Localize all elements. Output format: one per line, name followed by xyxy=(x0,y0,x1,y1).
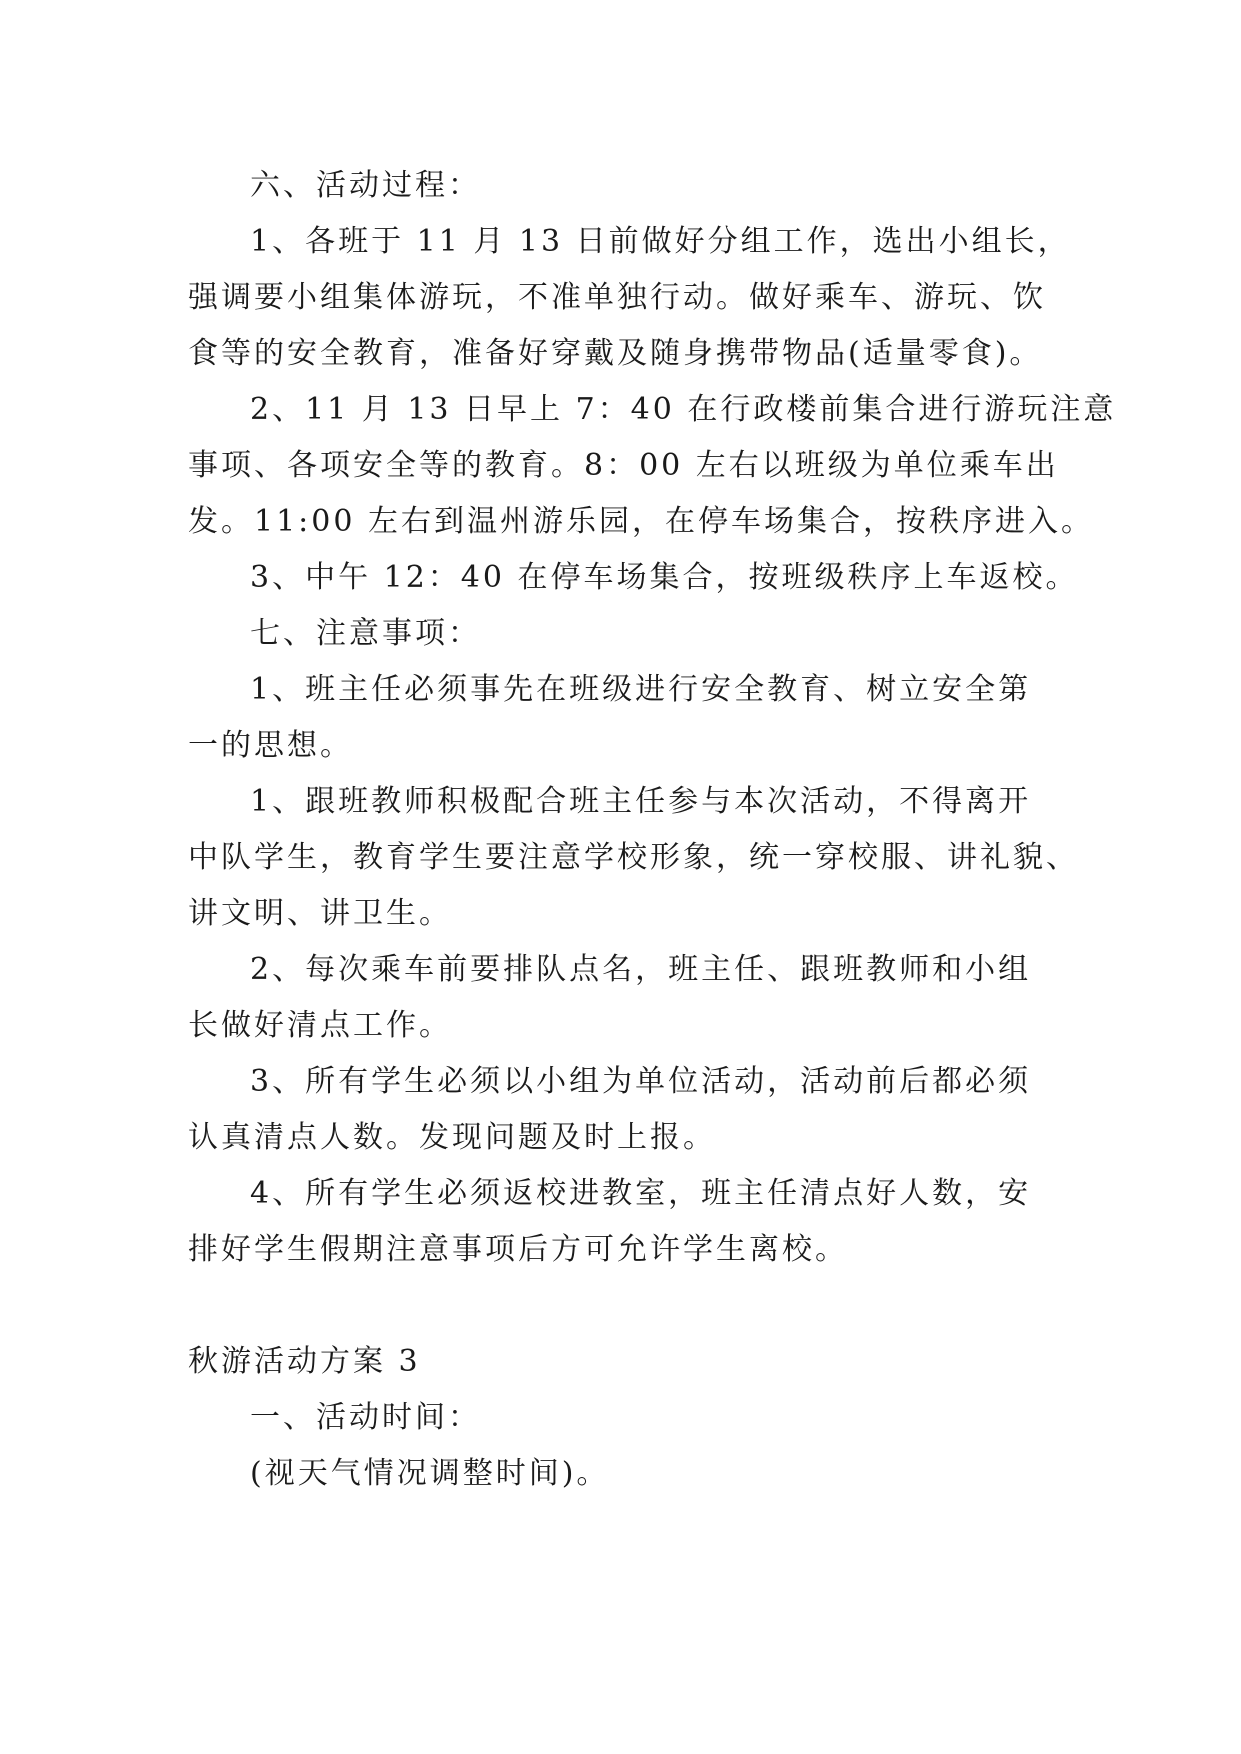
paragraph-line: 3、所有学生必须以小组为单位活动，活动前后都必须 xyxy=(250,1064,1032,1099)
paragraph-line: 中队学生，教育学生要注意学校形象，统一穿校服、讲礼貌、 xyxy=(188,840,1079,875)
section-heading-process: 六、活动过程： xyxy=(250,168,481,203)
document-subtitle: 秋游活动方案 3 xyxy=(188,1344,421,1379)
paragraph-line: 长做好清点工作。 xyxy=(188,1008,452,1043)
paragraph-line: 食等的安全教育，准备好穿戴及随身携带物品(适量零食)。 xyxy=(188,336,1043,371)
paragraph-line: 认真清点人数。发现问题及时上报。 xyxy=(188,1120,716,1155)
paragraph-line: 一的思想。 xyxy=(188,728,353,763)
paragraph-line: 4、所有学生必须返校进教室，班主任清点好人数，安 xyxy=(250,1176,1032,1211)
section-heading-notes: 七、注意事项： xyxy=(250,616,481,651)
paragraph-line: 发。11:00 左右到温州游乐园，在停车场集合，按秩序进入。 xyxy=(188,504,1094,539)
paragraph-line: 讲文明、讲卫生。 xyxy=(188,896,452,931)
paragraph-line: 3、中午 12：40 在停车场集合，按班级秩序上车返校。 xyxy=(250,560,1079,595)
paragraph-line: 排好学生假期注意事项后方可允许学生离校。 xyxy=(188,1232,848,1267)
paragraph-line: 强调要小组集体游玩，不准单独行动。做好乘车、游玩、饮 xyxy=(188,280,1046,315)
paragraph-line: 2、11 月 13 日早上 7：40 在行政楼前集合进行游玩注意 xyxy=(250,392,1117,427)
paragraph-line: 事项、各项安全等的教育。8：00 左右以班级为单位乘车出 xyxy=(188,448,1059,483)
paragraph-line: (视天气情况调整时间)。 xyxy=(250,1456,610,1491)
paragraph-line: 1、班主任必须事先在班级进行安全教育、树立安全第 xyxy=(250,672,1032,707)
section-heading-time: 一、活动时间： xyxy=(250,1400,481,1435)
paragraph-line: 2、每次乘车前要排队点名，班主任、跟班教师和小组 xyxy=(250,952,1032,987)
paragraph-line: 1、各班于 11 月 13 日前做好分组工作，选出小组长， xyxy=(250,224,1071,259)
paragraph-line: 1、跟班教师积极配合班主任参与本次活动，不得离开 xyxy=(250,784,1032,819)
